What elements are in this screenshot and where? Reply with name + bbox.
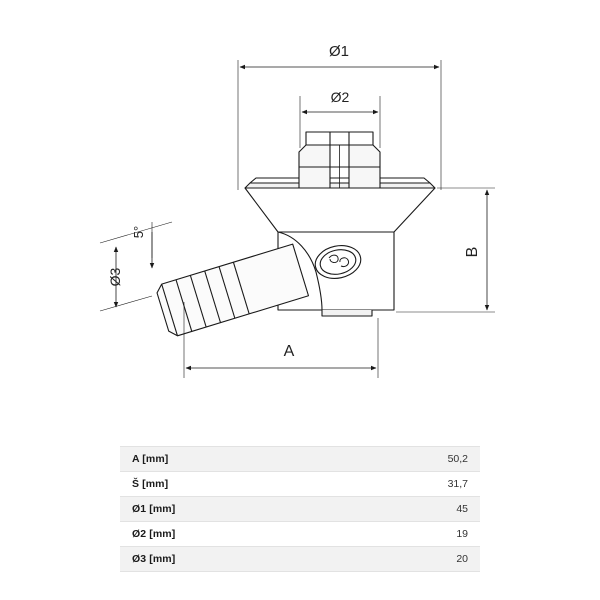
label-d2: Ø2 — [330, 89, 350, 105]
spec-value: 20 — [337, 547, 480, 572]
label-a: A — [283, 343, 295, 360]
label-b: B — [464, 246, 481, 258]
flange-rim — [250, 178, 430, 183]
spec-label: Š [mm] — [120, 472, 337, 497]
collar-notch-left — [306, 132, 330, 145]
spec-label: Ø1 [mm] — [120, 497, 337, 522]
collar-notch-right — [349, 132, 373, 145]
spec-value: 31,7 — [337, 472, 480, 497]
hose-barb-assembly — [155, 244, 308, 338]
table-row — [120, 447, 480, 472]
table-row — [120, 497, 480, 522]
ext-d3-bottom — [100, 296, 152, 311]
flange-top-edge — [245, 183, 435, 188]
collar-bridge — [330, 132, 349, 145]
specification-table — [120, 446, 480, 572]
spec-label: Ø3 [mm] — [120, 547, 337, 572]
part-geometry — [155, 132, 435, 338]
label-d3: Ø3 — [107, 267, 123, 287]
spec-value: 50,2 — [337, 447, 480, 472]
table-row — [120, 522, 480, 547]
spec-label: Ø2 [mm] — [120, 522, 337, 547]
spec-table-body — [120, 447, 480, 572]
table-row — [120, 472, 480, 497]
spec-value: 45 — [337, 497, 480, 522]
table-row — [120, 547, 480, 572]
spec-label: A [mm] — [120, 447, 337, 472]
label-d1: Ø1 — [328, 43, 350, 60]
label-angle: 5° — [131, 225, 146, 239]
barb-body — [155, 244, 308, 338]
spec-value: 19 — [337, 522, 480, 547]
body-foot — [322, 310, 372, 316]
